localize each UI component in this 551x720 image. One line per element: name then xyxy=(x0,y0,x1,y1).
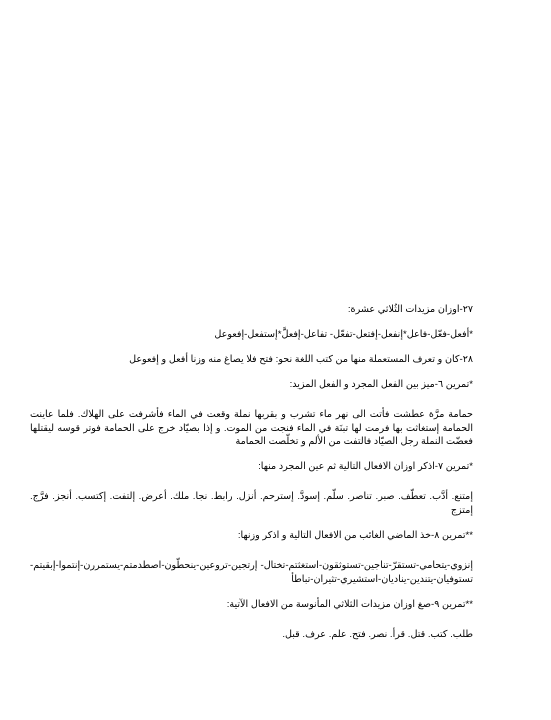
document-body xyxy=(30,303,473,642)
exercise-7-verbs: إمتنع. أدَّب. تعطّف. صبر. تناصر. سلّم. إسودَّ. إسترحم. أنزل. رابط. نجا. ملك. أعرض. إلتفت. إكتسب. أنجز. فرَّج. إمتزج xyxy=(30,491,473,517)
weights-list: *أفعل-فعّل-فاعل*إنفعل-إفتعل-تفعّل- تفاعل-إفعلَّ*إستفعل-إفعوعل xyxy=(214,328,473,340)
exercise-9-title: **تمرين ٩-صغ اوزان مزيدات الثلاثي المأنوسة من الافعال الآتية: xyxy=(226,598,473,610)
exercise-6-paragraph: حمامة مرَّة عطشت فأتت الى نهر ماء تشرب و بقربها نملة وقعت في الماء فأشرفت على الهلاك. فلما عاينت الحمامة إستغاثت بها فرمت لها تبنَة في الماء فنجت من الموت. و إذا بصيّاد خرج على الحمامة فوتر قوسه ليقتلها فعضّت النملة رجل الصيّاد فالتفت من الألم و تخلّصت الحمامة xyxy=(30,408,473,448)
exercise-8-verbs: إنزوي-يتحامي-تستقرّ-تناجين-تستوثقون-استغثتم-تختال- إرتجين-تروعين-ينحطّون-اصطدمتم-يستمررن-إنتموا-إبقيتم- تستوفيان-يتندين-يناديان-استشيري-تثيران-تباطأ xyxy=(30,559,473,585)
exercise-8-title: **تمرين ٨-خذ الماضي الغائب من الافعال التالية و اذكر وزنها: xyxy=(237,530,473,542)
heading-28: ٢٨-كان و تعرف المستعملة منها من كتب اللغة نحو: فتح فلا يصاغ منه وزنا أفعل و إفعوعل xyxy=(129,353,473,365)
exercise-7-title: *تمرين ٧-اذكر اوزان الافعال التالية ثم عين المجرد منها: xyxy=(258,461,473,473)
heading-27: ٢٧-اوزان مزيدات الثُلاثي عشرة: xyxy=(347,304,473,315)
exercise-9-verbs: طلب. كتب. قتل. قرأ. نصر. فتح. علم. عرف. قبل. xyxy=(282,628,473,640)
exercise-6-title: *تمرين ٦-ميز بين الفعل المجرد و الفعل المزيد: xyxy=(289,378,473,390)
